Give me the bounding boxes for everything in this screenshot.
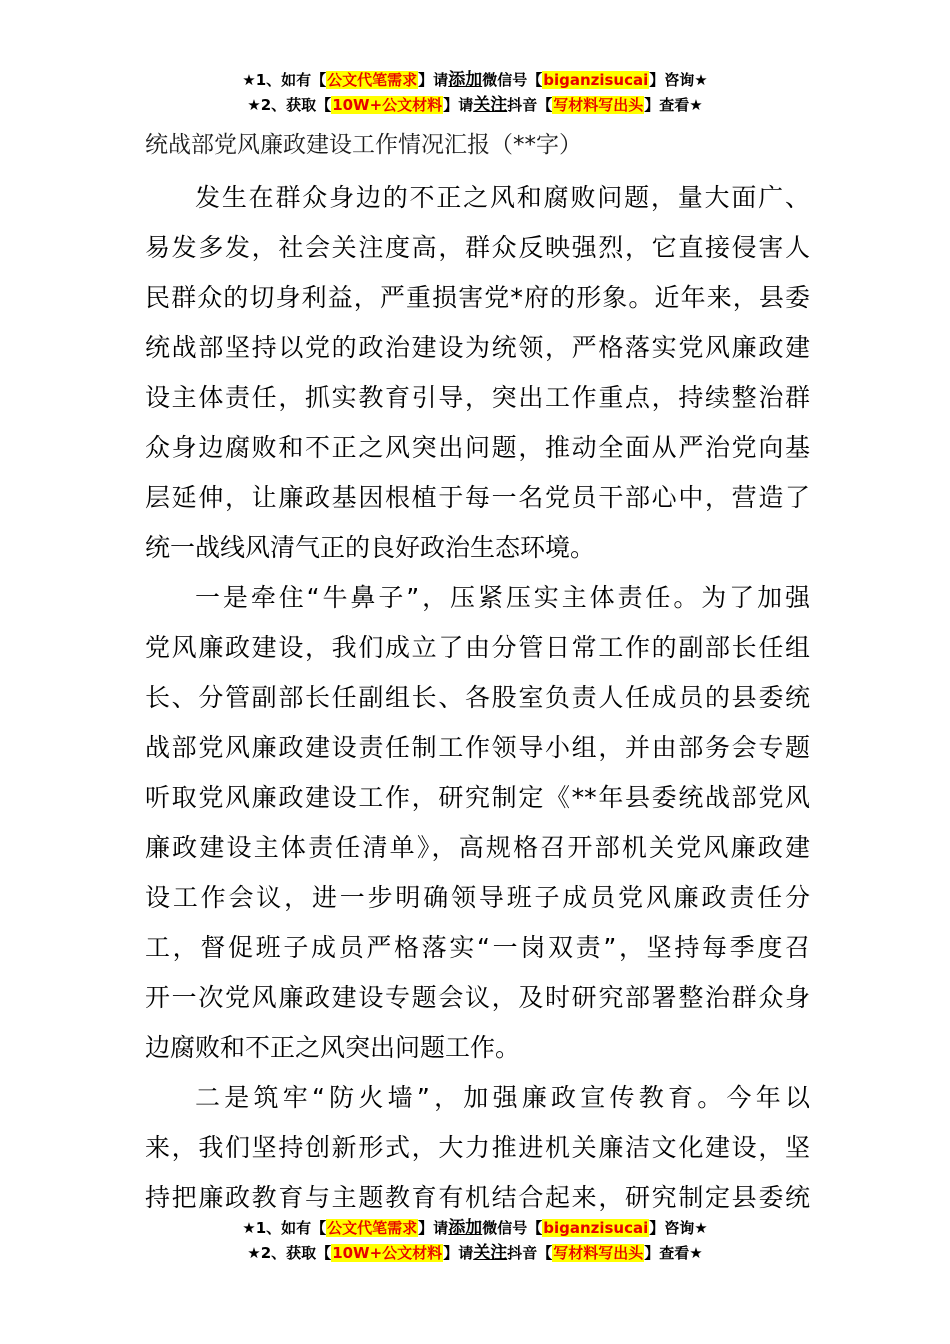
text-line: 设工作会议，进一步明确领导班子成员党风廉政责任分 bbox=[145, 883, 810, 912]
text-line: 众身边腐败和不正之风突出问题，推动全面从严治党向基 bbox=[145, 433, 810, 462]
document-title: 统战部党风廉政建设工作情况汇报（**字） bbox=[145, 132, 582, 158]
star-icon: ★ bbox=[242, 71, 256, 89]
text-line: 发生在群众身边的不正之风和腐败问题，量大面广、 bbox=[195, 183, 810, 212]
text-line: 易发多发，社会关注度高，群众反映强烈，它直接侵害人 bbox=[145, 233, 810, 262]
text-line: 统战部坚持以党的政治建设为统领，严格落实党风廉政建 bbox=[145, 333, 810, 362]
banner-line-2: ★2、获取【10W+公文材料】请关注抖音【写材料写出头】查看★ bbox=[247, 95, 703, 115]
star-icon: ★ bbox=[247, 1244, 261, 1262]
highlight-wechat-id: biganzisucai bbox=[543, 71, 649, 89]
paragraph-intro bbox=[145, 173, 810, 573]
text-line: 二是筑牢“防火墙”，加强廉政宣传教育。今年以 bbox=[195, 1083, 810, 1112]
banner-line-1: ★1、如有【公文代笔需求】请添加微信号【biganzisucai】咨询★ bbox=[242, 70, 708, 90]
paragraph-section-2 bbox=[145, 1073, 810, 1223]
star-icon: ★ bbox=[247, 96, 261, 114]
highlight-materials: 10W+公文材料 bbox=[332, 1244, 443, 1262]
text-line: 边腐败和不正之风突出问题工作。 bbox=[145, 1033, 521, 1062]
highlight-service: 公文代笔需求 bbox=[327, 1219, 418, 1237]
text-line: 长、分管副部长任副组长、各股室负责人任成员的县委统 bbox=[145, 683, 810, 712]
underlined-follow: 关注 bbox=[473, 1243, 508, 1263]
text-line: 廉政建设主体责任清单》，高规格召开部机关党风廉政建 bbox=[145, 833, 810, 862]
document-body bbox=[145, 173, 810, 1223]
underlined-follow: 关注 bbox=[473, 95, 508, 115]
highlight-wechat-id: biganzisucai bbox=[543, 1219, 649, 1237]
highlight-douyin: 写材料写出头 bbox=[553, 96, 644, 114]
footer-banner bbox=[0, 1217, 950, 1267]
text-line: 工，督促班子成员严格落实“一岗双责”，坚持每季度召 bbox=[145, 933, 810, 962]
underlined-add: 添加 bbox=[448, 70, 483, 90]
text-line: 统一战线风清气正的良好政治生态环境。 bbox=[145, 533, 596, 562]
paragraph-section-1 bbox=[145, 573, 810, 1073]
text-line: 设主体责任，抓实教育引导，突出工作重点，持续整治群 bbox=[145, 383, 810, 412]
text-line: 战部党风廉政建设责任制工作领导小组，并由部务会专题 bbox=[145, 733, 810, 762]
text-line: 层延伸，让廉政基因根植于每一名党员干部心中，营造了 bbox=[145, 483, 810, 512]
highlight-douyin: 写材料写出头 bbox=[553, 1244, 644, 1262]
text-line: 听取党风廉政建设工作，研究制定《**年县委统战部党风 bbox=[145, 783, 810, 812]
header-banner bbox=[0, 69, 950, 119]
text-line: 一是牵住“牛鼻子”，压紧压实主体责任。为了加强 bbox=[195, 583, 810, 612]
text-line: 开一次党风廉政建设专题会议，及时研究部署整治群众身 bbox=[145, 983, 810, 1012]
text-line: 民群众的切身利益，严重损害党*府的形象。近年来，县委 bbox=[145, 283, 810, 312]
banner-line-2: ★2、获取【10W+公文材料】请关注抖音【写材料写出头】查看★ bbox=[247, 1243, 703, 1263]
star-icon: ★ bbox=[242, 1219, 256, 1237]
text-line: 持把廉政教育与主题教育有机结合起来，研究制定县委统 bbox=[145, 1183, 810, 1212]
highlight-materials: 10W+公文材料 bbox=[332, 96, 443, 114]
banner-line-1: ★1、如有【公文代笔需求】请添加微信号【biganzisucai】咨询★ bbox=[242, 1218, 708, 1238]
text-line: 党风廉政建设，我们成立了由分管日常工作的副部长任组 bbox=[145, 633, 810, 662]
underlined-add: 添加 bbox=[448, 1218, 483, 1238]
text-line: 来，我们坚持创新形式，大力推进机关廉洁文化建设，坚 bbox=[145, 1133, 810, 1162]
highlight-service: 公文代笔需求 bbox=[327, 71, 418, 89]
